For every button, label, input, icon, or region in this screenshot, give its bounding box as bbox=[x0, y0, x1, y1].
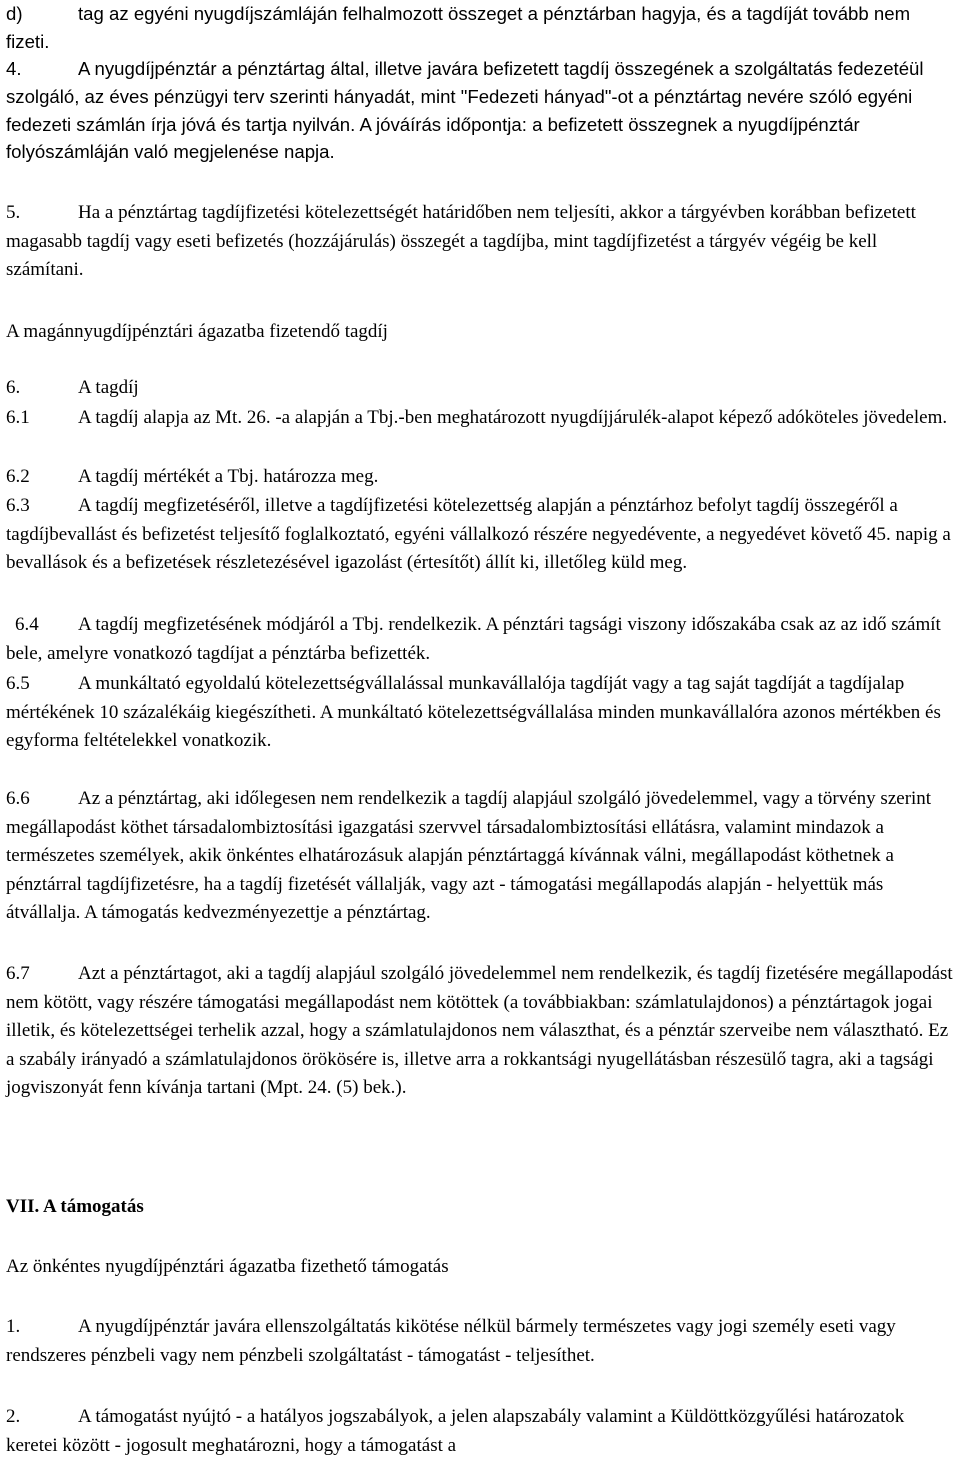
heading-maganyugdij: A magánnyugdíjpénztári ágazatba fizetendő tagdíj bbox=[6, 321, 388, 342]
section-6-4-text: A tagdíj megfizetésének módjáról a Tbj. rendelkezik. A pénztári tagsági viszony időszakába csak az az idő számít bele, amelyre vonatkozó tagdíjat a pénztárba befizették. bbox=[6, 614, 941, 664]
support-item-2-number: 2. bbox=[6, 1406, 21, 1427]
section-6-4-number: 6.4 bbox=[15, 614, 39, 635]
support-item-1-text: A nyugdíjpénztár javára ellenszolgáltatás kikötése nélkül bármely természetes vagy jogi személy eseti vagy rendszeres pénzbeli vagy nem pénzbeli szolgáltatást - támogatást - teljesíthet. bbox=[6, 1316, 896, 1366]
section-6-5 bbox=[6, 670, 954, 756]
section-6-1 bbox=[6, 404, 954, 433]
section-6-7-text: Azt a pénztártagot, aki a tagdíj alapjául szolgáló jövedelemmel nem rendelkezik, és tagdíj fizetésére megállapodást nem kötött, vagy részére támogatási megállapodást nem kötöttek (a továbbiakban: számlatulajdonos) a pénztártagok jogai illetik, és kötelezettségei terhelik azzal, hogy a számlatulajdonos nem választhat, és a pénztár szerveibe nem választható. Ez a szabály irányadó a számlatulajdonos örökösére is, illetve arra a rokkantsági nyugellátásban részesülő tagra, aki a tagsági jogviszonyát fenn kívánja tartani (Mpt. 24. (5) bek.). bbox=[6, 963, 953, 1098]
section-6-2 bbox=[6, 463, 954, 492]
section-6-6-text: Az a pénztártag, aki időlegesen nem rendelkezik a tagdíj alapjául szolgáló jövedelemmel, vagy a törvény szerint megállapodást köthet társadalombiztosítási igazgatási szervvel társadalombiztosítási ellátásra, valamint mindazok a természetes személyek, akik önkéntes elhatározásuk alapján pénztártaggá kívánnak válni, megállapodást köthetnek a pénztárral tagdíjfizetésre, ha a tagdíj fizetését vállalják, vagy azt - támogatási megállapodás alapján - helyettük más átvállalja. A támogatás kedvezményezettje a pénztártag. bbox=[6, 788, 932, 923]
section-6-3-text: A tagdíj megfizetéséről, illetve a tagdíjfizetési kötelezettség alapján a pénztárhoz befolyt tagdíj összegéről a tagdíjbevallást és befizetést teljesítő foglalkoztató, egyéni vállalkozó részére negyedévente, a negyedévet követő 45. napig a bevallások és a befizetések részletezésével igazolást (értesítőt) állít ki, illetőleg küld meg. bbox=[6, 495, 951, 573]
heading-vii-tamogatas: VII. A támogatás bbox=[6, 1196, 144, 1217]
section-6-3 bbox=[6, 492, 954, 578]
paragraph-4-text: A nyugdíjpénztár a pénztártag által, illetve javára befizetett tagdíj összegének a szolgáltatás fedezetéül szolgáló, az éves pénzügyi terv szerinti hányadát, mint "Fedezeti hányad"-ot a pénztártag nevére szóló egyéni fedezeti számlán írja jóvá és tartja nyilván. A jóváírás időpontja: a befizetett összegnek a nyugdíjpénztár folyószámláján való megjelenése napja. bbox=[6, 58, 924, 163]
paragraph-4 bbox=[6, 55, 954, 166]
paragraph-d-text: tag az egyéni nyugdíjszámláján felhalmozott összeget a pénztárban hagyja, és a tagdíját tovább nem fizeti. bbox=[6, 3, 911, 52]
paragraph-5-number: 5. bbox=[6, 202, 21, 223]
section-6-1-text: A tagdíj alapja az Mt. 26. -a alapján a Tbj.-ben meghatározott nyugdíjjárulék-alapot képező adóköteles jövedelem. bbox=[78, 407, 948, 428]
paragraph-d bbox=[6, 0, 954, 56]
section-6-6 bbox=[6, 785, 954, 928]
paragraph-5-text: Ha a pénztártag tagdíjfizetési kötelezettségét határidőben nem teljesíti, akkor a tárgyévben korábban befizetett magasabb tagdíj vagy eseti befizetés (hozzájárulás) összegét a tagdíjba, mint tagdíjfizetést a tárgyév végéig be kell számítani. bbox=[6, 202, 916, 280]
support-item-2 bbox=[6, 1403, 954, 1460]
section-6-2-number: 6.2 bbox=[6, 466, 30, 487]
paragraph-d-number: d) bbox=[6, 3, 23, 24]
section-6-4 bbox=[6, 611, 954, 668]
section-6-7-number: 6.7 bbox=[6, 963, 30, 984]
section-6-1-number: 6.1 bbox=[6, 407, 30, 428]
support-item-1-number: 1. bbox=[6, 1316, 21, 1337]
heading-onkentes: Az önkéntes nyugdíjpénztári ágazatba fizethető támogatás bbox=[6, 1256, 449, 1277]
section-6-number: 6. bbox=[6, 377, 21, 398]
section-6-6-number: 6.6 bbox=[6, 788, 30, 809]
support-item-2-text: A támogatást nyújtó - a hatályos jogszabályok, a jelen alapszabály valamint a Küldöttközgyűlési határozatok keretei között - jogosult meghatározni, hogy a támogatást a bbox=[6, 1406, 905, 1456]
section-6-5-number: 6.5 bbox=[6, 673, 30, 694]
section-6-5-text: A munkáltató egyoldalú kötelezettségvállalással munkavállalója tagdíját vagy a tag saját tagdíját a tagdíjalap mértékének 10 százalékáig kiegészítheti. A munkáltató kötelezettségvállalása minden munkavállalóra azonos mértékben és egyforma feltételekkel vonatkozik. bbox=[6, 673, 941, 751]
section-6-2-text: A tagdíj mértékét a Tbj. határozza meg. bbox=[78, 466, 379, 487]
section-6-7 bbox=[6, 960, 954, 1103]
paragraph-5 bbox=[6, 199, 954, 285]
support-item-1 bbox=[6, 1313, 954, 1370]
section-6-3-number: 6.3 bbox=[6, 495, 30, 516]
section-6-text: A tagdíj bbox=[78, 377, 139, 398]
section-6 bbox=[6, 374, 954, 403]
paragraph-4-number: 4. bbox=[6, 58, 22, 79]
